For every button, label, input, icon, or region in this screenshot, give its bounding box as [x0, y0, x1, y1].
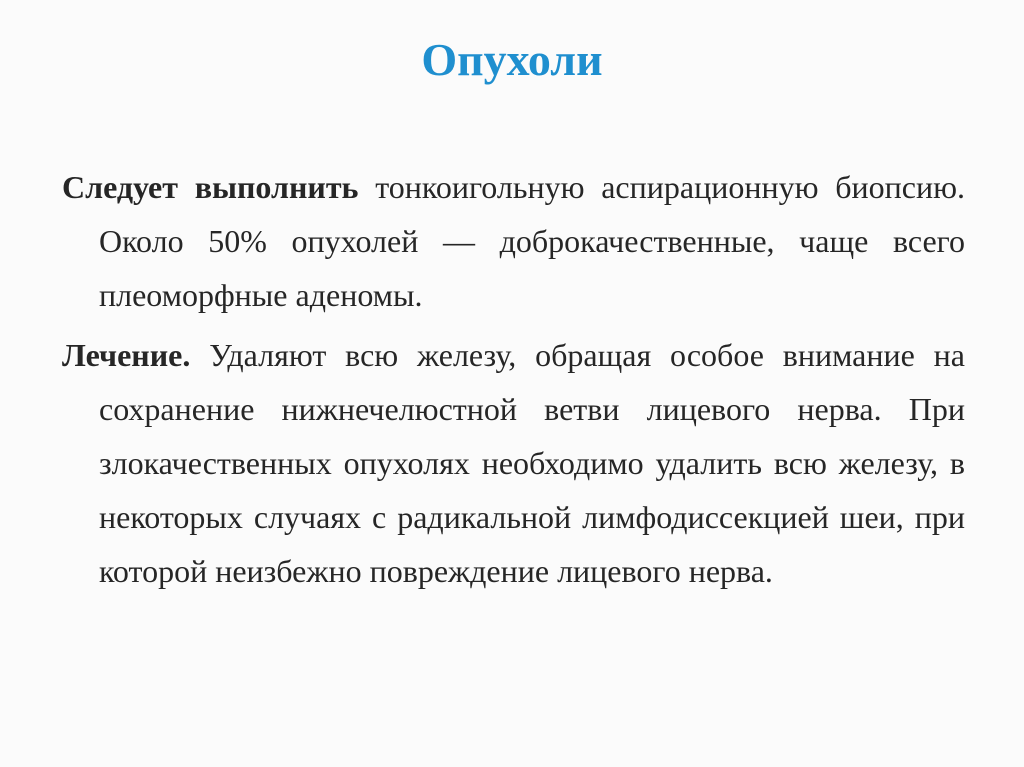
- paragraph-biopsy: [62, 160, 965, 322]
- slide-title: Опухоли: [421, 34, 603, 85]
- slide-body: [62, 160, 965, 604]
- paragraph-text: тонкоигольную аспирационную биопсию. Около 50% опухолей — доброкачественные, чаще всего плеоморфные аденомы.: [99, 169, 966, 313]
- paragraph-treatment: [62, 328, 965, 598]
- paragraph-lead: Следует выполнить: [62, 169, 359, 205]
- paragraph-text: Удаляют всю железу, обращая особое внимание на сохранение нижнечелюстной ветви лицевого нерва. При злокачественных опухолях необходимо удалить всю железу, в некоторых случаях с радикальной лимфодиссекцией шеи, при которой неизбежно повреждение лицевого нерва.: [99, 337, 965, 589]
- paragraph-lead: Лечение.: [62, 337, 191, 373]
